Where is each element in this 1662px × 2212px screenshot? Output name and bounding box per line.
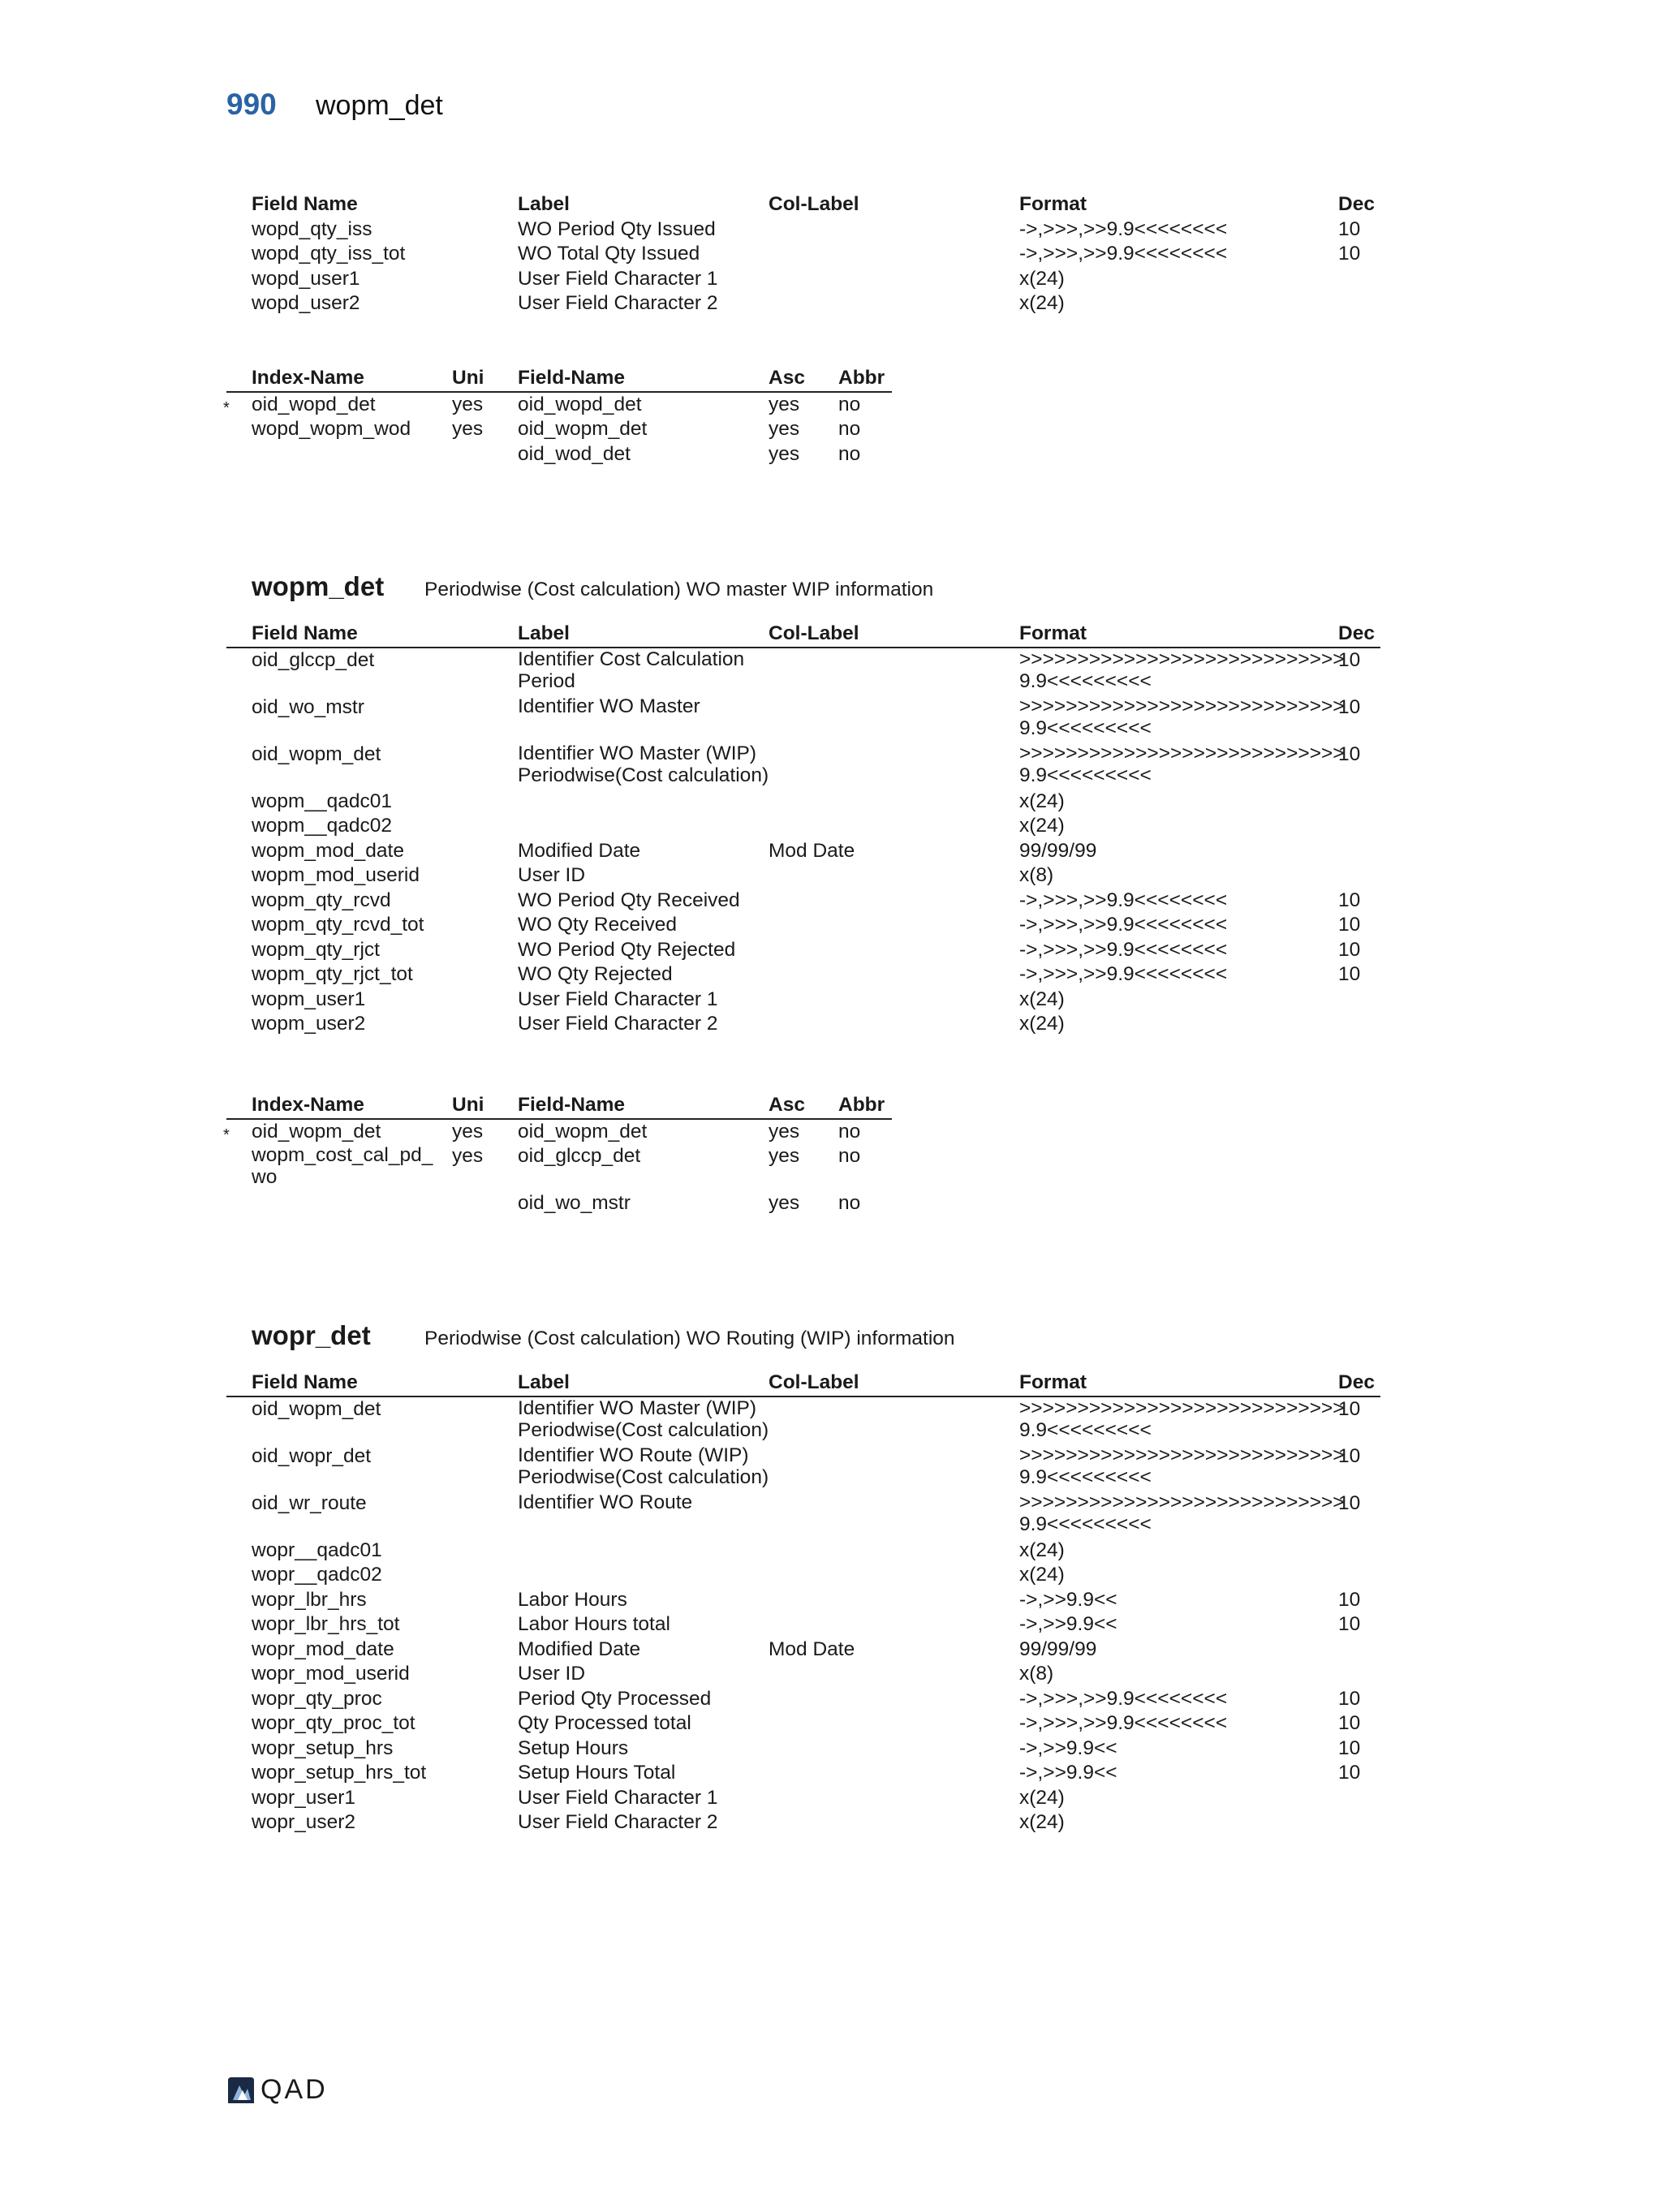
field-dec: 10	[1338, 1712, 1361, 1734]
col-header-col-label: Col-Label	[769, 622, 859, 644]
wopm-index-table	[223, 1093, 892, 1216]
field-name: wopr_mod_date	[252, 1637, 394, 1660]
col-header-field-name: Field Name	[252, 193, 358, 215]
index-abbreviated: no	[838, 393, 861, 415]
field-label: User Field Character 1	[518, 988, 718, 1010]
table-name: wopm_det	[252, 571, 385, 601]
field-dec: 10	[1338, 243, 1361, 265]
col-header-field-name: Field Name	[252, 622, 358, 644]
col-header-label: Label	[518, 193, 570, 215]
wopr-field-table	[226, 1371, 1380, 1835]
field-row	[226, 1786, 1380, 1811]
field-row	[226, 742, 1380, 790]
field-name: wopd_user2	[252, 292, 360, 314]
field-label: User Field Character 1	[518, 1786, 718, 1809]
field-dec: 10	[1338, 1762, 1361, 1784]
field-name: wopm_user1	[252, 988, 366, 1010]
col-header-dec: Dec	[1338, 193, 1375, 215]
col-header-index-name: Index-Name	[252, 1094, 364, 1116]
field-name: wopd_user1	[252, 267, 360, 290]
primary-index-marker: *	[223, 398, 230, 417]
field-dec: 10	[1338, 695, 1361, 718]
field-name: wopd_qty_iss	[252, 217, 372, 240]
field-table-header	[226, 622, 1380, 648]
col-header-label: Label	[518, 1371, 570, 1393]
field-format: x(24)	[1019, 1013, 1065, 1035]
primary-index-marker: *	[223, 1125, 230, 1144]
wopm-table-title	[252, 571, 933, 602]
field-name: wopr_lbr_hrs_tot	[252, 1613, 400, 1635]
index-row	[226, 442, 892, 467]
field-label: WO Period Qty Received	[518, 889, 740, 911]
field-label: Setup Hours Total	[518, 1762, 676, 1784]
index-field-name: oid_glccp_det	[518, 1145, 641, 1167]
field-row	[226, 1736, 1380, 1762]
field-name: wopr__qadc02	[252, 1564, 382, 1586]
field-col-label: Mod Date	[769, 1637, 855, 1660]
index-ascending: yes	[769, 1192, 800, 1214]
table-description: Periodwise (Cost calculation) WO Routing (WIP) information	[424, 1328, 955, 1349]
field-row	[226, 839, 1380, 864]
field-row	[226, 1810, 1380, 1835]
field-name: wopm_qty_rjct_tot	[252, 963, 413, 985]
index-abbreviated: no	[838, 1145, 861, 1167]
field-label: User Field Character 2	[518, 292, 718, 314]
field-label: Setup Hours	[518, 1736, 629, 1759]
index-abbreviated: no	[838, 418, 861, 440]
index-unique: yes	[452, 418, 484, 440]
field-label: User ID	[518, 1663, 586, 1685]
index-row	[223, 1120, 892, 1145]
index-ascending: yes	[769, 442, 800, 465]
index-ascending: yes	[769, 393, 800, 415]
index-field-name: oid_wo_mstr	[518, 1192, 631, 1214]
field-dec: 10	[1338, 1687, 1361, 1710]
index-unique: yes	[452, 393, 484, 415]
field-label: User Field Character 1	[518, 267, 718, 290]
field-name: oid_wopm_det	[252, 1397, 381, 1420]
field-label: Qty Processed total	[518, 1712, 691, 1734]
field-label: Modified Date	[518, 1637, 641, 1660]
field-dec: 10	[1338, 963, 1361, 985]
field-name: wopr_mod_userid	[252, 1663, 410, 1685]
col-header-col-label: Col-Label	[769, 193, 859, 215]
col-header-uni: Uni	[452, 1094, 484, 1116]
index-unique: yes	[452, 1145, 484, 1167]
field-label: WO Period Qty Rejected	[518, 938, 736, 961]
field-row	[226, 1711, 1380, 1736]
col-header-abbr: Abbr	[838, 1094, 885, 1116]
field-label: Identifier WO Master	[518, 695, 700, 717]
index-abbreviated: no	[838, 442, 861, 465]
field-format: >>>>>>>>>>>>>>>>>>>>>>>>>>>>9.9<<<<<<<<<	[1019, 1491, 1345, 1535]
field-format: ->,>>>,>>9.9<<<<<<<<	[1019, 889, 1228, 911]
field-dec: 10	[1338, 1613, 1361, 1635]
field-label: Period Qty Processed	[518, 1687, 712, 1710]
field-label: User ID	[518, 864, 586, 886]
qad-logo-icon	[226, 2076, 256, 2105]
index-field-name: oid_wopd_det	[518, 393, 642, 415]
field-name: oid_wopm_det	[252, 742, 381, 765]
field-row	[226, 695, 1380, 742]
field-dec: 10	[1338, 648, 1361, 671]
field-label: Modified Date	[518, 839, 641, 862]
field-format: ->,>>>,>>9.9<<<<<<<<	[1019, 217, 1228, 240]
col-header-asc: Asc	[769, 1094, 805, 1116]
index-row	[223, 393, 892, 418]
field-name: oid_glccp_det	[252, 648, 375, 671]
field-row	[226, 938, 1380, 963]
field-row	[226, 1539, 1380, 1564]
field-format: x(8)	[1019, 1663, 1054, 1685]
field-label: Identifier WO Master (WIP) Periodwise(Cost calculation)	[518, 1396, 769, 1441]
col-header-col-label: Col-Label	[769, 1371, 859, 1393]
field-name: wopr_setup_hrs_tot	[252, 1762, 427, 1784]
index-name: oid_wopd_det	[252, 393, 376, 415]
field-dec: 10	[1338, 938, 1361, 961]
field-format: 99/99/99	[1019, 1637, 1097, 1660]
field-label: WO Qty Received	[518, 914, 678, 936]
field-name: oid_wr_route	[252, 1491, 367, 1514]
index-abbreviated: no	[838, 1120, 861, 1143]
field-name: wopm_qty_rcvd	[252, 889, 391, 911]
field-format: x(8)	[1019, 864, 1054, 886]
field-row	[226, 889, 1380, 914]
field-dec: 10	[1338, 1736, 1361, 1759]
index-ascending: yes	[769, 1120, 800, 1143]
field-row	[226, 1662, 1380, 1687]
field-name: wopm_user2	[252, 1013, 366, 1035]
field-format: >>>>>>>>>>>>>>>>>>>>>>>>>>>>9.9<<<<<<<<<	[1019, 1396, 1345, 1441]
field-name: wopd_qty_iss_tot	[252, 243, 406, 265]
field-format: x(24)	[1019, 988, 1065, 1010]
field-format: ->,>>>,>>9.9<<<<<<<<	[1019, 1687, 1228, 1710]
field-format: ->,>>>,>>9.9<<<<<<<<	[1019, 1712, 1228, 1734]
field-dec: 10	[1338, 1588, 1361, 1611]
field-row	[226, 1588, 1380, 1613]
field-row	[226, 1444, 1380, 1491]
field-format: x(24)	[1019, 1786, 1065, 1809]
field-dec: 10	[1338, 1397, 1361, 1420]
field-table-header	[226, 1371, 1380, 1397]
table-description: Periodwise (Cost calculation) WO master WIP information	[424, 579, 934, 600]
index-field-name: oid_wopm_det	[518, 418, 648, 440]
field-label: User Field Character 2	[518, 1811, 718, 1833]
field-dec: 10	[1338, 217, 1361, 240]
field-label: Labor Hours total	[518, 1613, 670, 1635]
field-label: User Field Character 2	[518, 1013, 718, 1035]
wopd-index-table	[223, 366, 892, 467]
field-format: x(24)	[1019, 292, 1065, 314]
field-name: wopm_qty_rcvd_tot	[252, 914, 424, 936]
field-name: wopr_qty_proc	[252, 1687, 382, 1710]
field-format: ->,>>>,>>9.9<<<<<<<<	[1019, 914, 1228, 936]
field-format: ->,>>>,>>9.9<<<<<<<<	[1019, 243, 1228, 265]
index-name: wopm_cost_cal_pd_wo	[252, 1144, 433, 1188]
field-name: wopr__qadc01	[252, 1539, 382, 1561]
col-header-dec: Dec	[1338, 1371, 1375, 1393]
field-format: >>>>>>>>>>>>>>>>>>>>>>>>>>>>9.9<<<<<<<<<	[1019, 1444, 1345, 1488]
col-header-field-name: Field-Name	[518, 1094, 626, 1116]
field-format: >>>>>>>>>>>>>>>>>>>>>>>>>>>>9.9<<<<<<<<<	[1019, 742, 1345, 786]
index-field-name: oid_wod_det	[518, 442, 631, 465]
index-row	[226, 417, 892, 442]
index-unique: yes	[452, 1120, 484, 1143]
field-row	[226, 1612, 1380, 1637]
field-row	[226, 1637, 1380, 1663]
wopr-table-title	[252, 1320, 955, 1351]
field-label: Identifier WO Route (WIP) Periodwise(Cost calculation)	[518, 1444, 769, 1488]
field-name: wopr_lbr_hrs	[252, 1588, 367, 1611]
field-name: wopr_qty_proc_tot	[252, 1712, 416, 1734]
field-format: x(24)	[1019, 1564, 1065, 1586]
index-table-header	[226, 1093, 892, 1120]
index-field-name: oid_wopm_det	[518, 1120, 648, 1143]
field-format: x(24)	[1019, 790, 1065, 812]
field-name: wopm_mod_userid	[252, 864, 420, 886]
field-name: wopr_user2	[252, 1811, 356, 1833]
field-name: wopm_mod_date	[252, 839, 404, 862]
col-header-field-name: Field Name	[252, 1371, 358, 1393]
field-row	[226, 962, 1380, 988]
field-name: wopm_qty_rjct	[252, 938, 380, 961]
field-row	[226, 814, 1380, 839]
index-row	[226, 1191, 892, 1216]
field-row	[226, 913, 1380, 938]
field-name: oid_wo_mstr	[252, 695, 364, 718]
field-row	[226, 863, 1380, 889]
col-header-abbr: Abbr	[838, 367, 885, 389]
field-format: >>>>>>>>>>>>>>>>>>>>>>>>>>>>9.9<<<<<<<<<	[1019, 695, 1345, 739]
field-name: oid_wopr_det	[252, 1444, 372, 1467]
index-ascending: yes	[769, 1145, 800, 1167]
field-row	[226, 1761, 1380, 1786]
field-format: 99/99/99	[1019, 839, 1097, 862]
field-format: ->,>>9.9<<	[1019, 1736, 1117, 1759]
index-name: wopd_wopm_wod	[252, 418, 411, 440]
field-dec: 10	[1338, 1491, 1361, 1514]
field-format: ->,>>9.9<<	[1019, 1613, 1117, 1635]
col-header-uni: Uni	[452, 367, 484, 389]
field-format: ->,>>9.9<<	[1019, 1588, 1117, 1611]
field-format: ->,>>>,>>9.9<<<<<<<<	[1019, 963, 1228, 985]
field-row	[226, 648, 1380, 695]
col-header-label: Label	[518, 622, 570, 644]
field-label: Identifier WO Route	[518, 1491, 693, 1513]
col-header-format: Format	[1019, 193, 1087, 215]
field-dec: 10	[1338, 889, 1361, 911]
field-format: x(24)	[1019, 1539, 1065, 1561]
wopm-field-table	[226, 622, 1380, 1037]
index-row	[226, 1144, 892, 1191]
field-name: wopm__qadc02	[252, 815, 392, 837]
field-format: ->,>>>,>>9.9<<<<<<<<	[1019, 938, 1228, 961]
field-name: wopm__qadc01	[252, 790, 392, 812]
field-label: WO Period Qty Issued	[518, 217, 716, 240]
field-label: Identifier Cost Calculation Period	[518, 648, 745, 692]
field-format: ->,>>9.9<<	[1019, 1762, 1117, 1784]
field-dec: 10	[1338, 1444, 1361, 1467]
col-header-field-name: Field-Name	[518, 367, 626, 389]
index-name: oid_wopm_det	[252, 1120, 381, 1143]
index-abbreviated: no	[838, 1192, 861, 1214]
page-section-title: wopm_det	[316, 90, 443, 121]
field-row	[226, 1491, 1380, 1539]
field-col-label: Mod Date	[769, 839, 855, 862]
page-number: 990	[226, 88, 277, 121]
field-label: WO Qty Rejected	[518, 963, 673, 985]
field-format: >>>>>>>>>>>>>>>>>>>>>>>>>>>>9.9<<<<<<<<<	[1019, 648, 1345, 692]
field-row	[226, 1012, 1380, 1037]
field-row	[226, 790, 1380, 815]
field-format: x(24)	[1019, 815, 1065, 837]
field-name: wopr_user1	[252, 1786, 356, 1809]
index-table-header	[226, 366, 892, 393]
field-row	[226, 1397, 1380, 1444]
index-ascending: yes	[769, 418, 800, 440]
field-format: x(24)	[1019, 267, 1065, 290]
field-row	[226, 1563, 1380, 1588]
field-label: Identifier WO Master (WIP) Periodwise(Cost calculation)	[518, 742, 769, 786]
col-header-format: Format	[1019, 622, 1087, 644]
field-dec: 10	[1338, 742, 1361, 765]
col-header-index-name: Index-Name	[252, 367, 364, 389]
field-row	[226, 988, 1380, 1013]
field-dec: 10	[1338, 914, 1361, 936]
logo-text: QAD	[260, 2074, 328, 2105]
col-header-dec: Dec	[1338, 622, 1375, 644]
field-label: WO Total Qty Issued	[518, 243, 700, 265]
col-header-format: Format	[1019, 1371, 1087, 1393]
qad-logo	[226, 2074, 328, 2106]
field-label: Labor Hours	[518, 1588, 627, 1611]
field-row	[226, 1687, 1380, 1712]
field-name: wopr_setup_hrs	[252, 1736, 394, 1759]
page-header	[226, 88, 443, 122]
col-header-asc: Asc	[769, 367, 805, 389]
field-format: x(24)	[1019, 1811, 1065, 1833]
table-name: wopr_det	[252, 1320, 371, 1350]
